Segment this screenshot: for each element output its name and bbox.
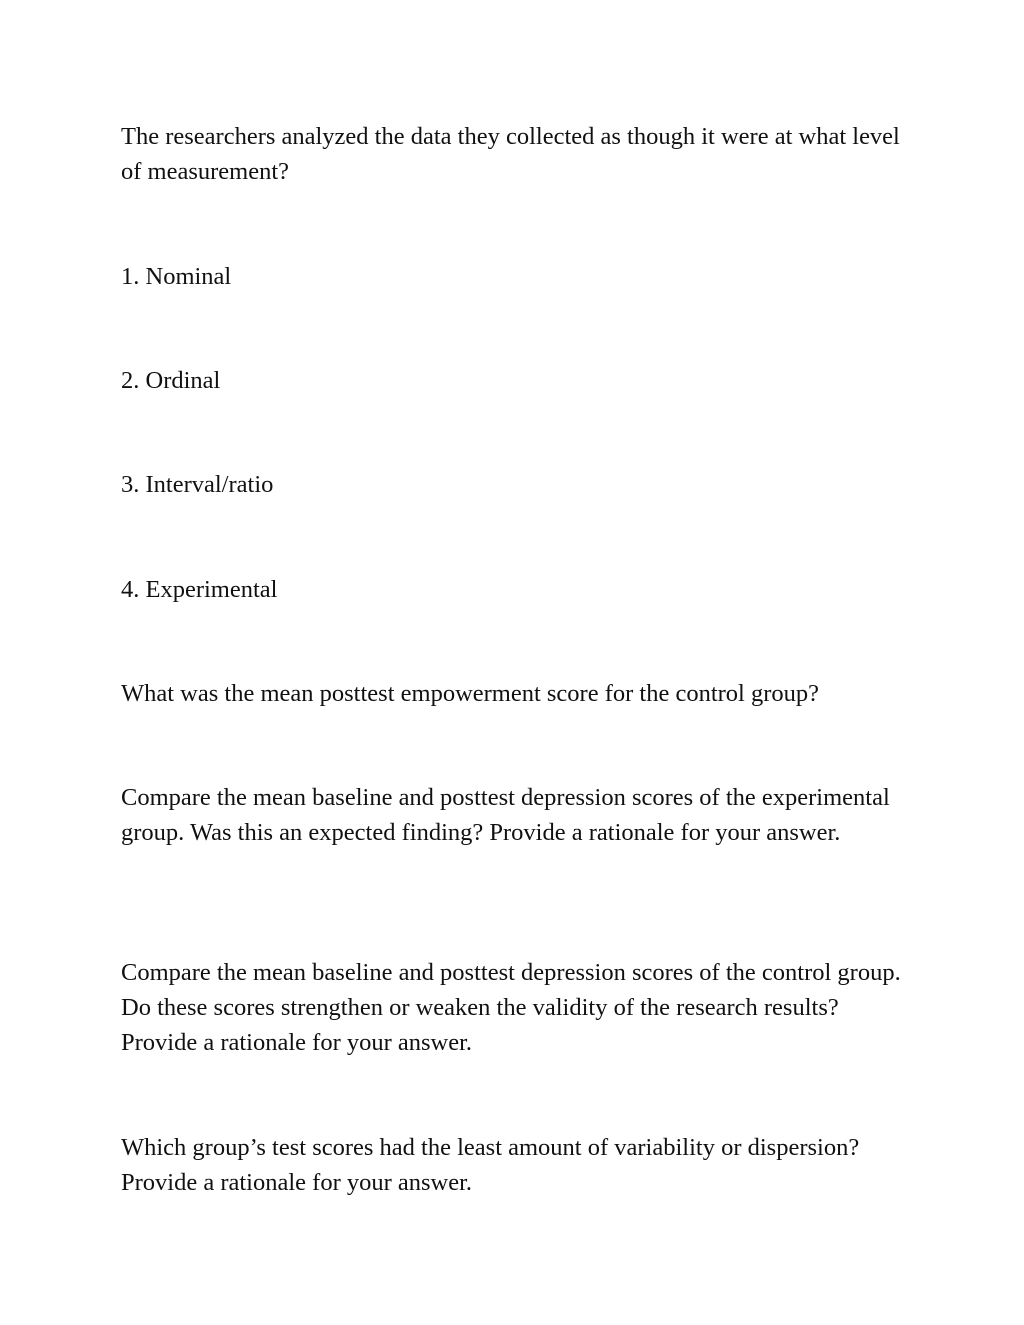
question-experimental-group-depression: Compare the mean baseline and posttest depression scores of the experimental group. Was this an expected finding? Provide a rationale for your answer.	[121, 784, 890, 846]
option-nominal: 1. Nominal	[121, 263, 232, 290]
option-interval-ratio: 3. Interval/ratio	[121, 471, 274, 498]
option-ordinal: 2. Ordinal	[121, 367, 221, 394]
question-mean-posttest-control: What was the mean posttest empowerment score for the control group?	[121, 680, 820, 707]
option-experimental: 4. Experimental	[121, 576, 278, 603]
question-level-of-measurement: The researchers analyzed the data they collected as though it were at what level of measurement?	[121, 123, 900, 185]
question-variability: Which group’s test scores had the least amount of variability or dispersion? Provide a rationale for your answer.	[121, 1134, 860, 1196]
question-control-group-depression: Compare the mean baseline and posttest depression scores of the control group. Do these scores strengthen or weaken the validity of the research results? Provide a rationale for your answer.	[121, 959, 901, 1056]
